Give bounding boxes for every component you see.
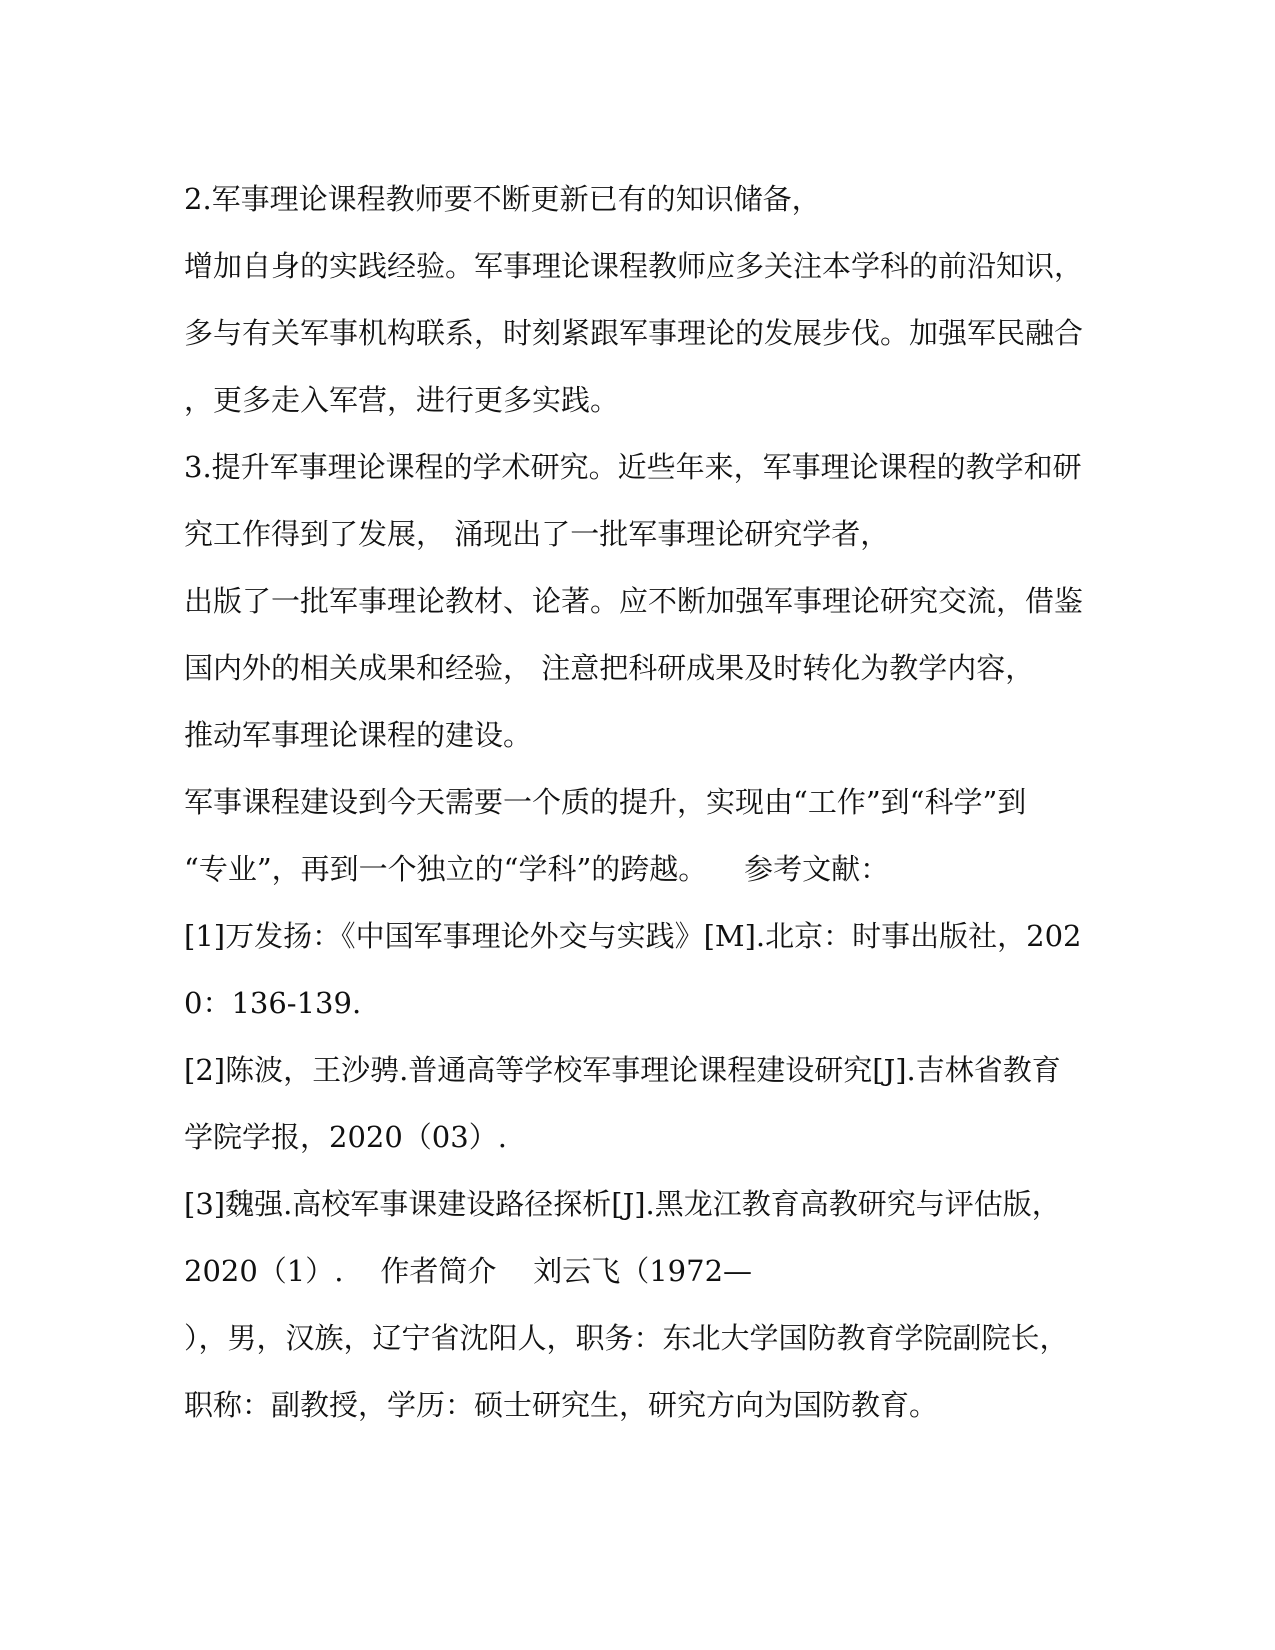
reference-line: 学院学报，2020（03）. [184, 1120, 507, 1154]
text-line: ，更多走入军营，进行更多实践。 [184, 383, 620, 417]
document-body [184, 166, 1104, 1439]
text-line: 2.军事理论课程教师要不断更新已有的知识储备， [184, 182, 821, 216]
author-bio-line: ），男，汉族，辽宁省沈阳人，职务：东北大学国防教育学院副院长， [184, 1321, 1069, 1355]
text-line: 多与有关军事机构联系，时刻紧跟军事理论的发展步伐。加强军民融合 [184, 316, 1084, 350]
text-line: 国内外的相关成果和经验， 注意把科研成果及时转化为教学内容， [184, 651, 1035, 685]
text-line: 究工作得到了发展， 涌现出了一批军事理论研究学者， [184, 517, 890, 551]
text-line: 推动军事理论课程的建设。 [184, 718, 533, 752]
reference-line: [3]魏强.高校军事课建设路径探析[J].黑龙江教育高教研究与评估版， [184, 1187, 1061, 1221]
author-bio-line: 职称：副教授，学历：硕士研究生，研究方向为国防教育。 [184, 1388, 939, 1422]
text-line: 出版了一批军事理论教材、论著。应不断加强军事理论研究交流，借鉴 [184, 584, 1084, 618]
text-line: “专业”，再到一个独立的“学科”的跨越。 参考文献： [184, 852, 890, 886]
text-line: 3.提升军事理论课程的学术研究。近些年来，军事理论课程的教学和研 [184, 450, 1082, 484]
text-line: 增加自身的实践经验。军事理论课程教师应多关注本学科的前沿知识， [184, 249, 1084, 283]
author-bio-line: 2020（1）. 作者简介 刘云飞（1972— [184, 1254, 753, 1288]
reference-line: [1]万发扬：《中国军事理论外交与实践》[M].北京：时事出版社，202 [184, 919, 1082, 953]
reference-line: 0：136-139. [184, 986, 362, 1020]
reference-line: [2]陈波，王沙骋.普通高等学校军事理论课程建设研究[J].吉林省教育 [184, 1053, 1061, 1087]
text-line: 军事课程建设到今天需要一个质的提升，实现由“工作”到“科学”到 [184, 785, 1027, 819]
